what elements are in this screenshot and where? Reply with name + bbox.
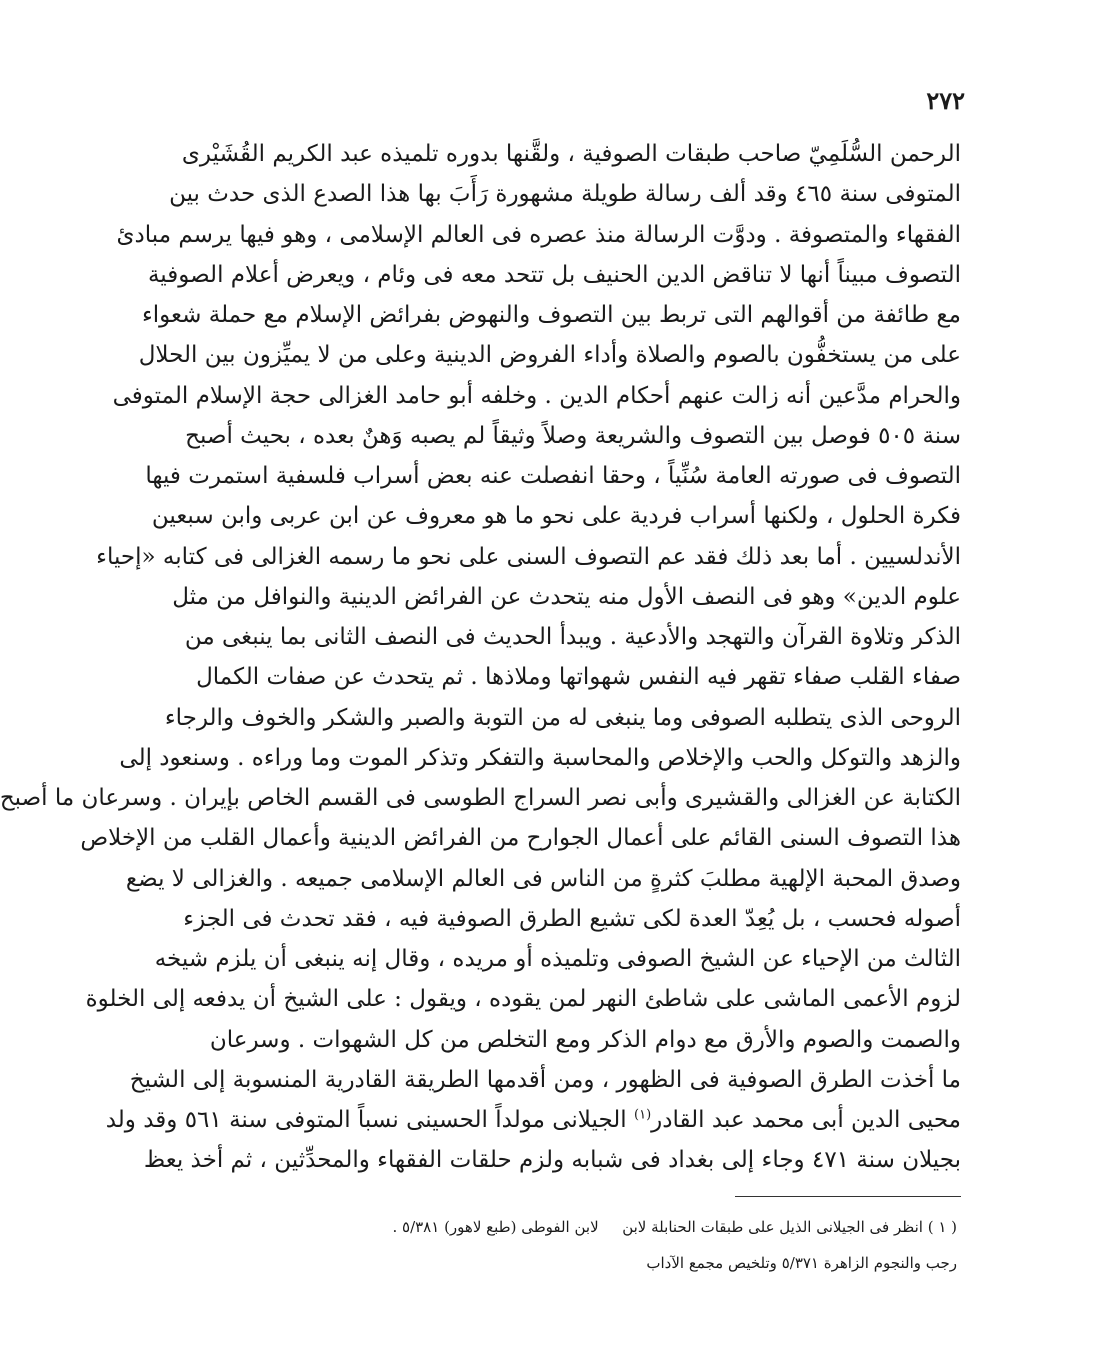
text-line: مع طائفة من أقوالهم التى تربط بين التصوف والنهوض بفرائض الإسلام مع حملة شعواء (141, 302, 961, 328)
text-line: لزوم الأعمى الماشى على شاطئ النهر لمن يقوده ، ويقول : على الشيخ أن يدفعه إلى الخلوة (85, 986, 961, 1013)
text-line: المتوفى سنة ٤٦٥ وقد ألف رسالة طويلة مشهورة رَأَبَ بها هذا الصدع الذى حدث بين (169, 181, 961, 208)
text-line: صفاء القلب صفاء تقهر فيه النفس شهواتها وملاذها . ثم يتحدث عن صفات الكمال (196, 664, 961, 691)
text-line: الذكر وتلاوة القرآن والتهجد والأدعية . ويبدأ الحديث فى النصف الثانى بما ينبغى من (184, 624, 961, 650)
text-line: أصوله فحسب ، بل يُعِدّ العدة لكى تشيع الطرق الصوفية فيه ، فقد تحدث فى الجزء (183, 905, 961, 932)
text-line: سنة ٥٠٥ فوصل بين التصوف والشريعة وصلاً وثيقاً لم يصبه وَهنٌ بعده ، بحيث أصبح (185, 422, 961, 449)
text-line-with-footnote-ref (105, 1100, 961, 1140)
text-segment: محيى الدين أبى محمد عبد القادر (651, 1107, 961, 1133)
text-line: التصوف فى صورته العامة سُنِّياً ، وحقا انفصلت عنه بعض أسراب فلسفية استمرت فيها (145, 463, 961, 489)
text-line: على من يستخفُّون بالصوم والصلاة وأداء الفروض الدينية وعلى من لا يميِّزون بين الحلال (138, 342, 961, 369)
text-line: والحرام مدَّعين أنه زالت عنهم أحكام الدين . وخلفه أبو حامد الغزالى حجة الإسلام المتوفى (112, 382, 961, 409)
text-line: ما أخذت الطرق الصوفية فى الظهور ، ومن أقدمها الطريقة القادرية المنسوبة إلى الشيخ (129, 1066, 961, 1093)
text-line: الكتابة عن الغزالى والقشيرى وأبى نصر السراج الطوسى فى القسم الخاص بإيران . وسرعان ما أصبح (0, 785, 961, 811)
footnote-line: رجب والنجوم الزاهرة ٥/٣٧١ وتلخيص مجمع الآداب (646, 1254, 957, 1272)
text-line: الثالث من الإحياء عن الشيخ الصوفى وتلميذه أو مريده ، وقال إنه ينبغى أن يلزم شيخه (154, 946, 961, 972)
text-line: والزهد والتوكل والحب والإخلاص والمحاسبة والتفكر وتذكر الموت وما وراءه . وسنعود إلى (119, 744, 961, 771)
text-line: فكرة الحلول ، ولكنها أسراب فردية على نحو ما هو معروف عن ابن عربى وابن سبعين (151, 503, 961, 530)
text-line: والصمت والصوم والأرق مع دوام الذكر ومع التخلص من كل الشهوات . وسرعان (209, 1026, 961, 1053)
footnote-line (392, 1209, 957, 1245)
footnote-reference: (١) (634, 1107, 652, 1123)
page-number: ٢٧٢ (926, 86, 965, 115)
text-line: هذا التصوف السنى القائم على أعمال الجوارح من الفرائض الدينية وأعمال القلب من الإخلاص (80, 825, 961, 852)
text-line: الرحمن السُّلَمِيّ صاحب طبقات الصوفية ، ولقَّنها بدوره تلميذه عبد الكريم القُشَيْرى (181, 141, 961, 167)
text-line: الفقهاء والمتصوفة . ودوَّت الرسالة منذ عصره فى العالم الإسلامى ، وهو فيها يرسم مبادئ (116, 221, 961, 248)
text-line: التصوف مبيناً أنها لا تناقض الدين الحنيف بل تتحد معه فى وئام ، ويعرض أعلام الصوفية (147, 261, 961, 288)
text-line: علوم الدين» وهو فى النصف الأول منه يتحدث عن الفرائض الدينية والنوافل من مثل (172, 583, 961, 610)
body-text (0, 134, 961, 1181)
footnotes (392, 1209, 957, 1281)
text-line: الروحى الذى يتطلبه الصوفى وما ينبغى له من التوبة والصبر والشكر والخوف والرجاء (164, 704, 961, 731)
footnote-text: لابن الفوطى (طبع لاهور) ٥/٣٨١ . (392, 1218, 599, 1236)
text-line: وصدق المحبة الإلهية مطلبَ كثرةٍ من الناس فى العالم الإسلامى جميعه . والغزالى لا يضع (125, 865, 961, 892)
text-segment: الجيلانى مولداً الحسينى نسباً المتوفى سنة ٥٦١ وقد ولد (105, 1107, 635, 1133)
footnote-divider (735, 1196, 961, 1197)
footnote-text: ( ١ ) انظر فى الجيلانى الذيل على طبقات الحنابلة لابن (622, 1218, 957, 1236)
text-line: الأندلسيين . أما بعد ذلك فقد عم التصوف السنى على نحو ما رسمه الغزالى فى كتابه «إحياء (96, 543, 961, 570)
text-line: بجيلان سنة ٤٧١ وجاء إلى بغداد فى شبابه ولزم حلقات الفقهاء والمحدِّثين ، ثم أخذ يعظ (143, 1147, 961, 1174)
